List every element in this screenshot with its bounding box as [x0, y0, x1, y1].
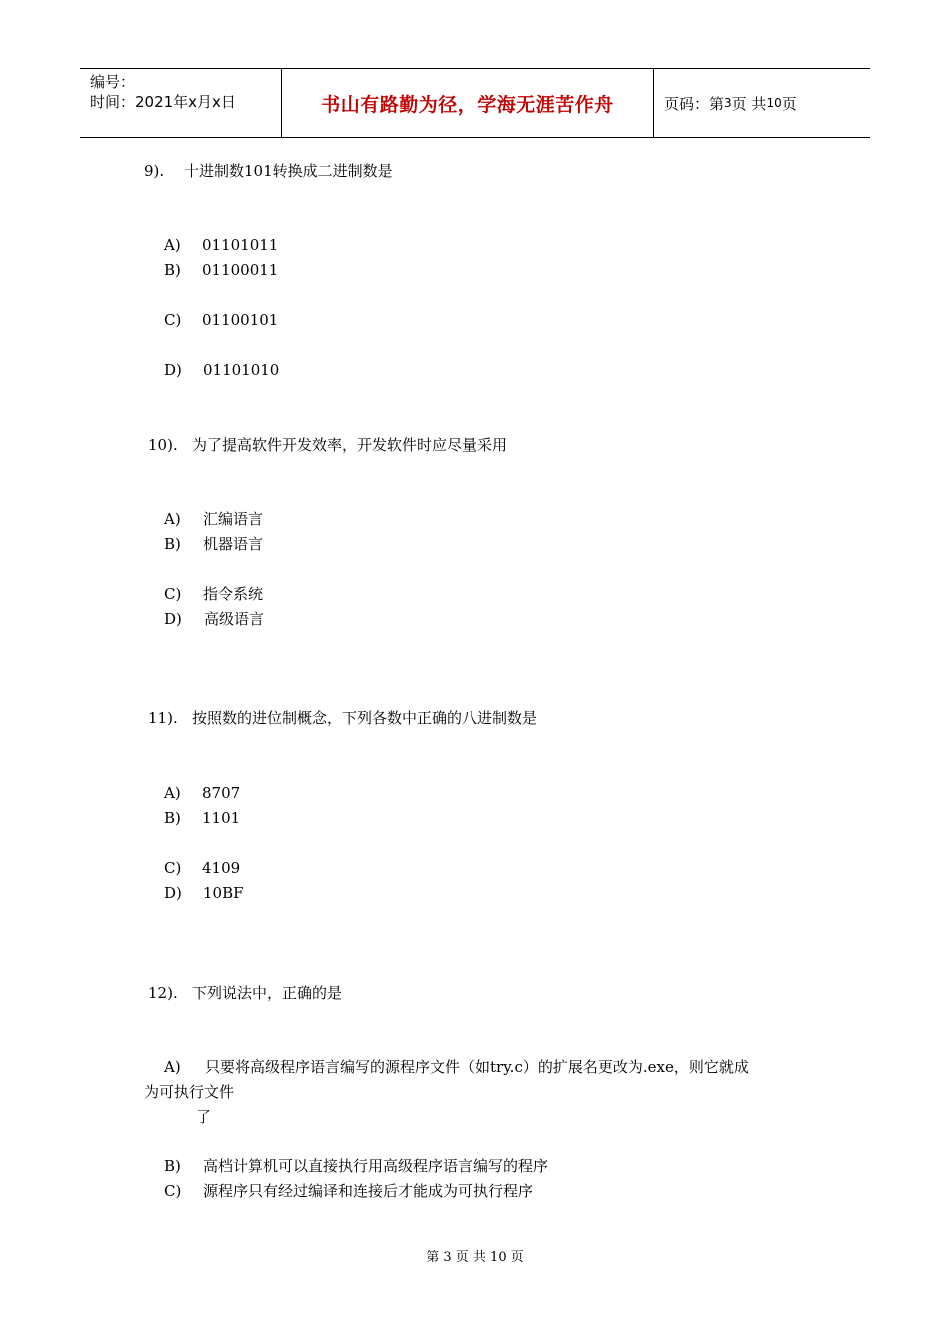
option-text: 只要将高级程序语言编写的源程序文件（如try.c）的扩展名更改为.exe，则它就成	[205, 1058, 749, 1076]
page-suffix: 页	[781, 94, 797, 113]
option-key: D)	[164, 361, 182, 379]
option-key: B)	[164, 809, 181, 827]
page-total: 10	[766, 96, 782, 110]
option-text: 01101011	[202, 236, 279, 254]
option-key: C)	[164, 859, 182, 877]
option-key: B)	[164, 261, 181, 279]
option-continuation: 了	[196, 1108, 212, 1126]
question-stem	[148, 983, 342, 1003]
option-row	[164, 509, 263, 529]
option-row	[164, 858, 240, 878]
option-key: A)	[164, 1058, 181, 1076]
option-text: 8707	[202, 784, 241, 802]
option-row	[164, 808, 240, 828]
option-text: 01101010	[203, 361, 280, 379]
option-row	[164, 260, 278, 280]
option-key: A)	[164, 784, 181, 802]
option-key: C)	[164, 585, 182, 603]
question-text: 为了提高软件开发效率，开发软件时应尽量采用	[192, 436, 508, 454]
page-prefix: 页码：第	[664, 94, 725, 113]
option-text: 10BF	[203, 884, 244, 902]
question-text: 十进制数101转换成二进制数是	[184, 162, 393, 180]
option-text: 机器语言	[203, 535, 264, 553]
option-row	[164, 783, 240, 803]
option-key: C)	[164, 311, 182, 329]
question-number: 12).	[148, 984, 178, 1002]
question-stem	[148, 708, 537, 728]
page-header	[80, 68, 870, 138]
option-row	[164, 609, 264, 629]
question-number: 11).	[148, 709, 178, 727]
option-text: 汇编语言	[203, 510, 264, 528]
option-text: 4109	[202, 859, 241, 877]
option-key: A)	[164, 510, 181, 528]
option-text: 指令系统	[203, 585, 264, 603]
option-continuation: 为可执行文件	[144, 1083, 235, 1101]
option-key: C)	[164, 1182, 182, 1200]
question-stem	[148, 435, 507, 455]
question-text: 按照数的进位制概念，下列各数中正确的八进制数是	[192, 709, 538, 727]
option-row	[164, 1057, 749, 1077]
option-key: B)	[164, 535, 181, 553]
option-text: 01100011	[202, 261, 279, 279]
question-number: 9).	[144, 162, 165, 180]
question-number: 10).	[148, 436, 178, 454]
option-key: B)	[164, 1157, 181, 1175]
page-middle: 页 共	[731, 94, 767, 113]
option-text: 01100101	[202, 311, 279, 329]
header-page-info	[654, 69, 870, 137]
header-motto: 书山有路勤为径，学海无涯苦作舟	[281, 69, 654, 137]
option-key: D)	[164, 610, 182, 628]
option-row	[164, 360, 279, 380]
header-left-cell	[80, 69, 281, 137]
option-row	[164, 1156, 548, 1176]
question-stem	[144, 161, 393, 181]
document-number-label: 编号：	[90, 73, 136, 91]
option-text: 1101	[202, 809, 241, 827]
option-row	[164, 883, 244, 903]
page-footer: 第 3 页 共 10 页	[426, 1250, 524, 1265]
option-text: 高级语言	[204, 610, 265, 628]
question-text: 下列说法中，正确的是	[192, 984, 343, 1002]
option-row	[164, 310, 278, 330]
page-current: 3	[724, 96, 732, 110]
option-text: 源程序只有经过编译和连接后才能成为可执行程序	[203, 1182, 534, 1200]
option-row	[164, 1181, 533, 1201]
option-row	[164, 584, 263, 604]
option-key: A)	[164, 236, 181, 254]
option-key: D)	[164, 884, 182, 902]
document-time: 时间：2021年x月x日	[90, 93, 236, 111]
option-text: 高档计算机可以直接执行用高级程序语言编写的程序	[203, 1157, 549, 1175]
option-row	[164, 534, 263, 554]
option-row	[164, 235, 278, 255]
